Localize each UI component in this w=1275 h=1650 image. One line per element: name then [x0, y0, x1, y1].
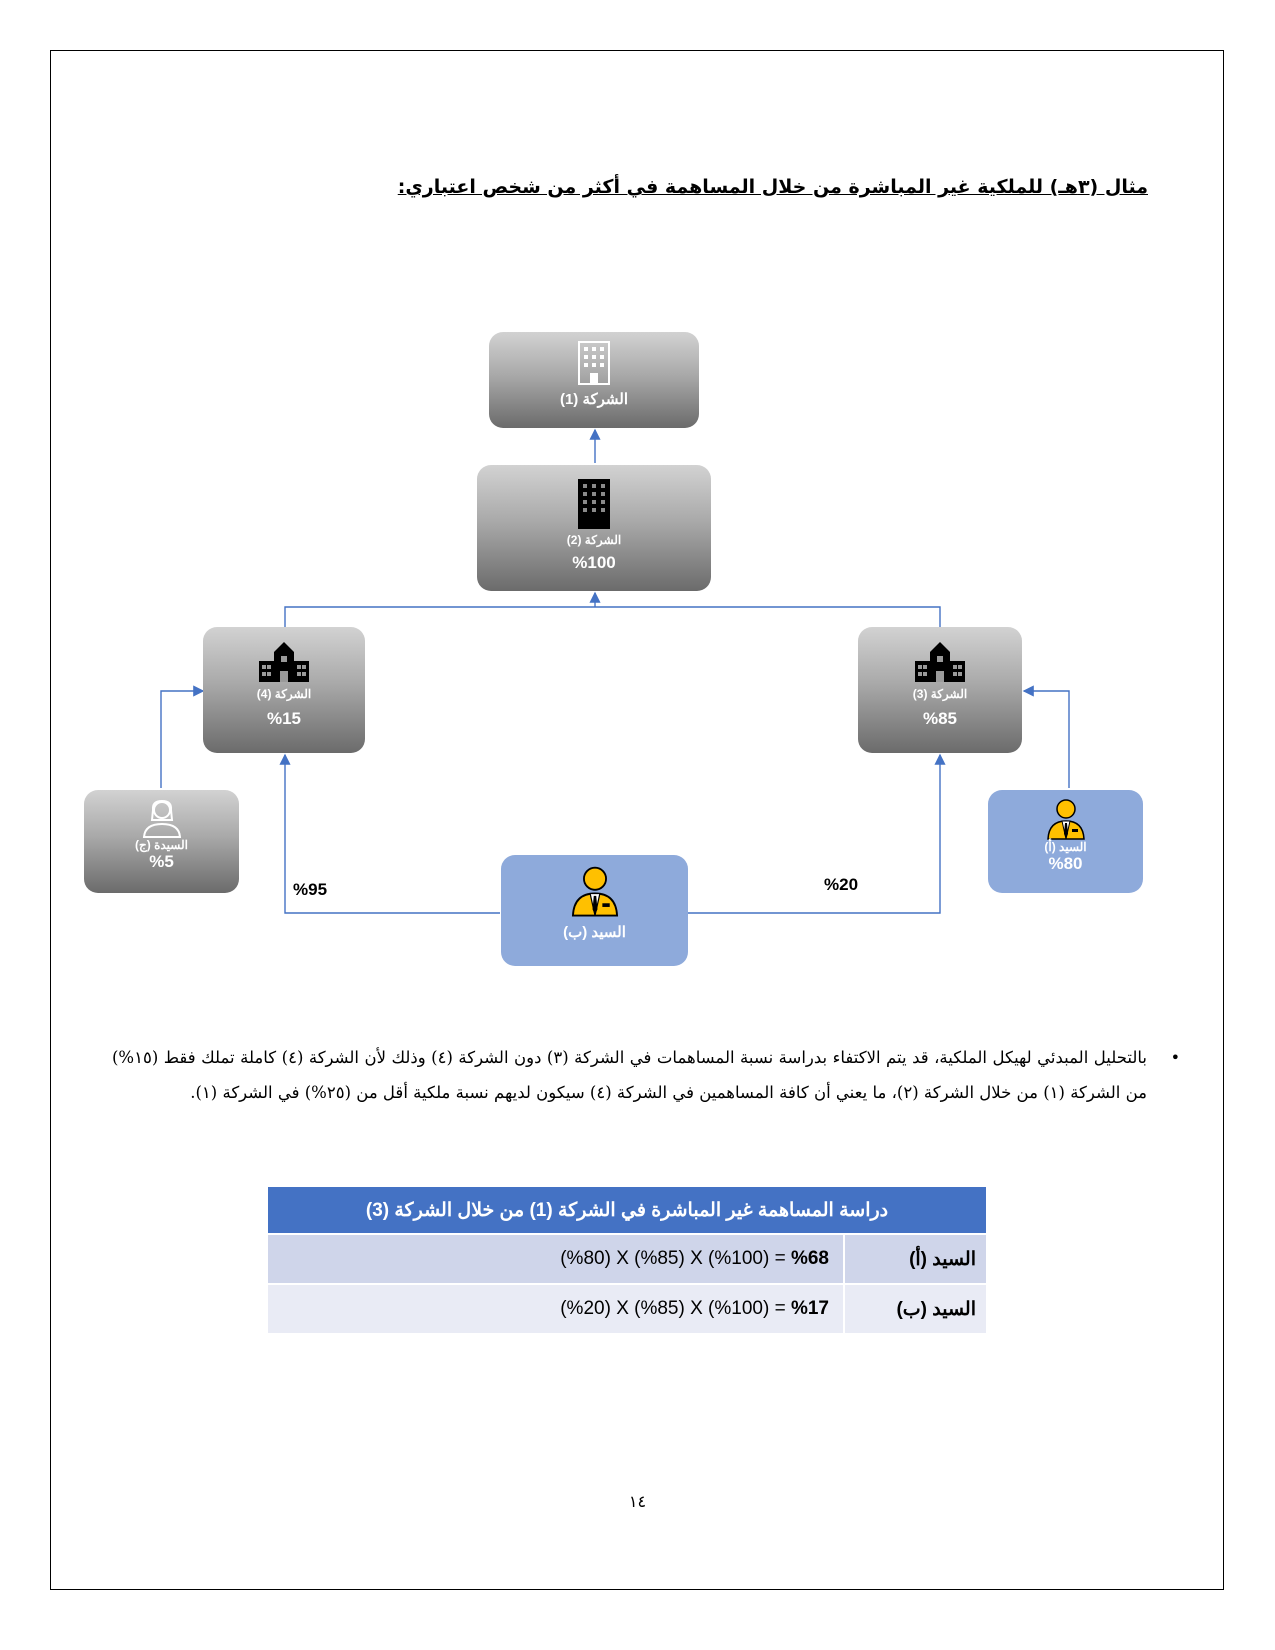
mr-b-node [501, 855, 688, 966]
edge-label-b-to-3: %20 [824, 875, 859, 894]
mrs-c-node [84, 790, 239, 893]
calc-result: %17 [790, 1298, 829, 1319]
row-person: السيد (ب) [844, 1284, 986, 1333]
row-calculation [268, 1284, 844, 1333]
edge-b-to-3 [688, 755, 940, 913]
company-3-pct: %85 [922, 709, 958, 728]
businessman-icon [568, 865, 622, 917]
company-1-name: الشركة (1) [559, 391, 629, 408]
page-number: ١٤ [628, 1492, 647, 1511]
mr-a-node [988, 790, 1143, 893]
bullet-point: • [1170, 1048, 1180, 1067]
woman-icon [140, 798, 184, 838]
company-4-pct: %15 [266, 709, 302, 728]
table-header: دراسة المساهمة غير المباشرة في الشركة (1) من خلال الشركة (3) [268, 1187, 986, 1234]
company-3-node [858, 627, 1022, 753]
mr-a-name: السيد (أ) [1044, 840, 1087, 854]
row-person: السيد (أ) [844, 1234, 986, 1284]
table-row [268, 1234, 986, 1284]
school-building-icon [913, 641, 967, 683]
edge-label-b-to-4: %95 [293, 880, 328, 899]
company-2-node [477, 465, 711, 591]
calc-expression: (%20) X (%85) X (%100) = [560, 1298, 791, 1319]
mrs-c-pct: %5 [149, 852, 174, 871]
company-4-name: الشركة (4) [256, 687, 312, 701]
edge-c-to-4 [161, 691, 203, 788]
office-building-outline-icon [576, 340, 612, 386]
businessman-icon [1044, 798, 1088, 840]
table-row [268, 1284, 986, 1333]
analysis-paragraph [112, 1040, 1180, 1110]
mrs-c-name: السيدة (ج) [135, 838, 188, 852]
edge-a-to-3 [1024, 691, 1069, 788]
indirect-ownership-table [268, 1187, 986, 1333]
company-4-node [203, 627, 365, 753]
company-2-name: الشركة (2) [566, 533, 622, 547]
paragraph-text: بالتحليل المبدئي لهيكل الملكية، قد يتم الاكتفاء بدراسة نسبة المساهمات في الشركة (٣) دون الشركة (٤) وذلك لأن الشركة (٤) كاملة تملك فقط (١٥%) من الشركة (١) من خلال الشركة (٢)، ما يعني أن كافة المساهمين في الشركة (٤) سيكون لديهم نسبة ملكية أقل من (٢٥%) في الشركة (١). [112, 1048, 1147, 1102]
mr-b-name: السيد (ب) [563, 924, 626, 941]
example-heading: مثال (٣هـ) للملكية غير المباشرة من خلال المساهمة في أكثر من شخص اعتباري: [397, 176, 1148, 198]
calc-result: %68 [790, 1248, 829, 1269]
company-2-pct: %100 [572, 553, 616, 572]
school-building-icon [257, 641, 311, 683]
office-building-icon [574, 477, 614, 531]
row-calculation [268, 1234, 844, 1284]
company-3-name: الشركة (3) [912, 687, 968, 701]
mr-a-pct: %80 [1048, 854, 1083, 873]
calc-expression: (%80) X (%85) X (%100) = [560, 1248, 791, 1269]
company-1-node [489, 332, 699, 428]
edge-4-to-2 [285, 607, 940, 627]
